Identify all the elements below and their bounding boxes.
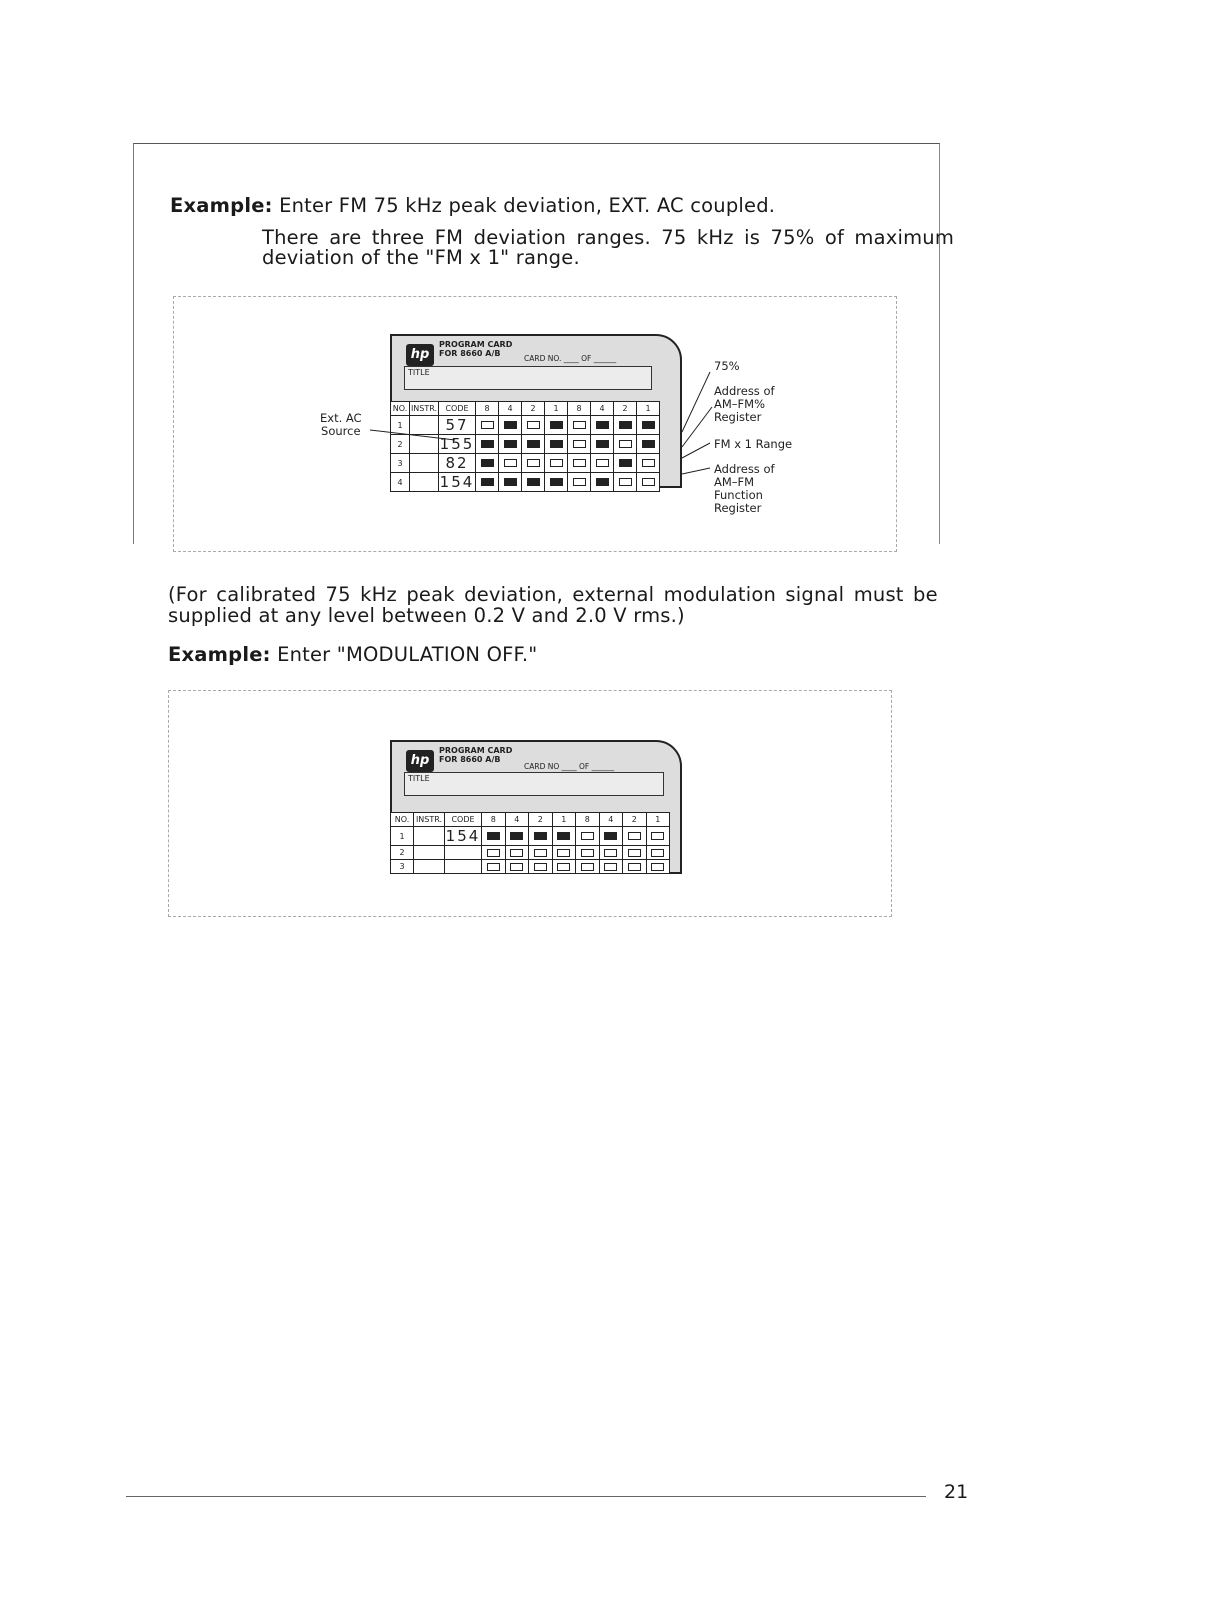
title-box: TITLE: [404, 772, 664, 796]
example2-label: Example:: [168, 643, 271, 666]
leader-lines: [0, 0, 1226, 600]
filled-bit-mark: [534, 832, 547, 840]
example1-para-line1: There are three FM deviation ranges. 75 kHz is 75% of maximum: [262, 226, 955, 249]
row-instr: [414, 860, 445, 874]
row-number: 2: [391, 846, 414, 860]
bit-cell: [529, 827, 553, 846]
example2-text: Enter "MODULATION OFF.": [277, 643, 538, 666]
row-code: 155: [439, 435, 475, 453]
bit-cell: [505, 846, 529, 860]
empty-bit-mark: [581, 849, 594, 857]
bit-cell: [482, 860, 506, 874]
empty-bit-mark: [651, 863, 664, 871]
bit-cell: [646, 846, 670, 860]
annotation-fm-x1-range: FM x 1 Range: [714, 437, 793, 451]
card-number: CARD NO. ____ OF ______: [524, 354, 617, 363]
row-number: 1: [391, 416, 410, 435]
empty-bit-mark: [651, 832, 664, 840]
bit-cell: [529, 860, 553, 874]
row-number: 4: [391, 473, 410, 492]
bit-cell: [482, 846, 506, 860]
example1-text: Enter FM 75 kHz peak deviation, EXT. AC coupled.: [279, 194, 776, 217]
empty-bit-mark: [581, 832, 594, 840]
card-number: CARD NO ____ OF ______: [524, 762, 615, 771]
bit-cell: [599, 827, 623, 846]
row-number: 2: [391, 435, 410, 454]
example1-label: Example:: [170, 194, 273, 217]
bit-cell: [576, 846, 600, 860]
filled-bit-mark: [510, 832, 523, 840]
bit-cell: [576, 827, 600, 846]
hp-logo-icon: hp: [406, 750, 434, 772]
row-instr: [414, 846, 445, 860]
card-row: [391, 846, 670, 860]
empty-bit-mark: [487, 849, 500, 857]
row-instr: [414, 827, 445, 846]
bit-cell: [552, 827, 576, 846]
empty-bit-mark: [487, 863, 500, 871]
bit-cell: [599, 860, 623, 874]
empty-bit-mark: [557, 863, 570, 871]
leader-75-percent: [682, 372, 710, 432]
row-code: 154: [445, 827, 481, 845]
row-number: 1: [391, 827, 414, 846]
bit-cell: [623, 846, 647, 860]
empty-bit-mark: [534, 863, 547, 871]
filled-bit-mark: [557, 832, 570, 840]
empty-bit-mark: [651, 849, 664, 857]
empty-bit-mark: [604, 849, 617, 857]
card2-header-row: NO. INSTR. CODE 8 4 2 1 8 4 2 1: [391, 813, 670, 827]
title-box: TITLE: [404, 366, 652, 390]
empty-bit-mark: [534, 849, 547, 857]
leader-am-fm-function: [682, 468, 710, 474]
card-row: [391, 860, 670, 874]
filled-bit-mark: [604, 832, 617, 840]
empty-bit-mark: [628, 849, 641, 857]
empty-bit-mark: [628, 863, 641, 871]
card-header: PROGRAM CARD FOR 8660 A/B: [439, 746, 513, 764]
filled-bit-mark: [487, 832, 500, 840]
leader-am-fm-percent: [682, 407, 712, 447]
note-line1: (For calibrated 75 kHz peak deviation, external modulation signal must be: [168, 583, 938, 606]
card2-table: [390, 812, 670, 874]
empty-bit-mark: [557, 849, 570, 857]
footer-rule: [126, 1496, 926, 1497]
bit-cell: [505, 827, 529, 846]
bit-cell: [576, 860, 600, 874]
bit-cell: [623, 860, 647, 874]
program-card-2: [390, 740, 682, 874]
example1-para-line2: deviation of the "FM x 1" range.: [262, 246, 580, 269]
bit-cell: [505, 860, 529, 874]
row-number: 3: [391, 454, 410, 473]
bit-cell: [646, 827, 670, 846]
bit-cell: [599, 846, 623, 860]
row-number: 3: [391, 860, 414, 874]
row-code: 82: [439, 454, 476, 473]
page-number: 21: [944, 1481, 969, 1503]
note-line2: supplied at any level between 0.2 V and 2.0 V rms.): [168, 604, 685, 627]
empty-bit-mark: [510, 863, 523, 871]
row-code: 57: [439, 416, 476, 435]
bit-cell: [552, 846, 576, 860]
empty-bit-mark: [604, 863, 617, 871]
bit-cell: [552, 860, 576, 874]
annotation-am-fm-function-register: Address of AM–FM Function Register: [714, 462, 775, 515]
bit-cell: [623, 827, 647, 846]
empty-bit-mark: [628, 832, 641, 840]
row-code: 154: [439, 473, 475, 491]
annotation-75-percent: 75%: [714, 359, 740, 373]
annotation-am-fm-percent-register: Address of AM–FM% Register: [714, 384, 775, 424]
leader-ext-ac: [370, 430, 455, 440]
bit-cell: [529, 846, 553, 860]
example2-heading: [168, 645, 537, 665]
bit-cell: [482, 827, 506, 846]
leader-fm-range: [682, 443, 710, 458]
card1-header-row: NO. INSTR. CODE 8 4 2 1 8 4 2 1: [391, 402, 660, 416]
card-header: PROGRAM CARD FOR 8660 A/B: [439, 340, 513, 358]
row-code: [445, 846, 482, 860]
card-row: [391, 827, 670, 846]
hp-logo-icon: hp: [406, 344, 434, 366]
ext-ac-source-label: Ext. AC Source: [320, 411, 362, 438]
bit-cell: [646, 860, 670, 874]
empty-bit-mark: [581, 863, 594, 871]
row-code: [445, 860, 482, 874]
empty-bit-mark: [510, 849, 523, 857]
